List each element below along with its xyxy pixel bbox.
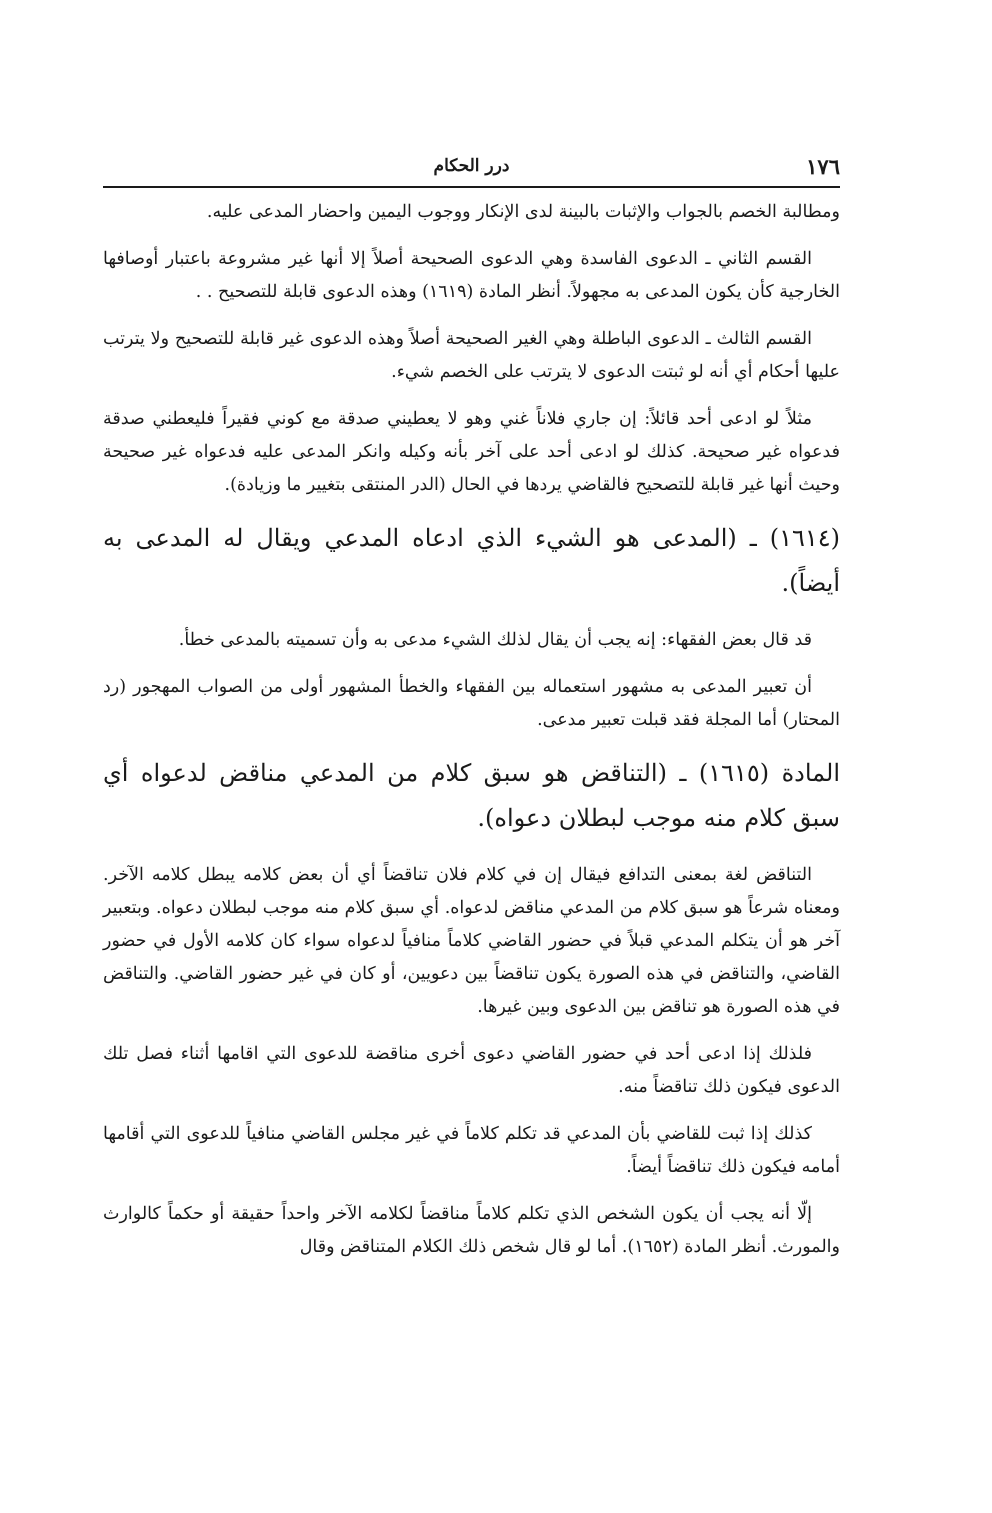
paragraph: القسم الثاني ـ الدعوى الفاسدة وهي الدعوى الصحيحة أصلاً إلا أنها غير مشروعة باعتبار أوصافها الخارجية كأن يكون المدعى به مجهولاً. أنظر المادة (١٦١٩) وهذه الدعوى قابلة للتصحيح . . — [103, 249, 840, 302]
page-number: ١٧٦ — [806, 154, 840, 179]
paragraph: مثلاً لو ادعى أحد قائلاً: إن جاري فلاناً غني وهو لا يعطيني صدقة مع كوني فقيراً فليعطني صدقة فدعواه غير صحيحة. كذلك لو ادعى أحد على آخر بأنه وكيله وانكر المدعى عليه فدعواه غير صحيحة وحيث أنها غير قابلة للتصحيح فالقاضي يردها في الحال (الدر المنتقى بتغيير ما وزيادة). — [103, 409, 840, 495]
paragraph: فلذلك إذا ادعى أحد في حضور القاضي دعوى أخرى مناقضة للدعوى التي اقامها أثناء فصل تلك الدعوى فيكون ذلك تناقضاً منه. — [103, 1044, 840, 1097]
paragraph: التناقض لغة بمعنى التدافع فيقال إن في كلام فلان تناقضاً أي أن بعض كلامه يبطل كلامه الآخر. ومعناه شرعاً هو سبق كلام من المدعي مناقض لدعواه. أي سبق كلام منه موجب لبطلان دعواه. وبتعبير آخر هو أن يتكلم المدعي قبلاً في حضور القاضي كلاماً منافياً لدعواه سواء كان كلامه الأول في حضور القاضي، والتناقض في هذه الصورة يكون تناقضاً بين دعويين، أو كان في غير حضور القاضي. والتناقض في هذه الصورة هو تناقض بين الدعوى وبين غيرها. — [103, 865, 840, 1017]
paragraph: أن تعبير المدعى به مشهور استعماله بين الفقهاء والخطأ المشهور أولى من الصواب المهجور (رد المحتار) أما المجلة فقد قبلت تعبير مدعى. — [103, 677, 840, 730]
page-body — [103, 196, 840, 1278]
article-heading-1615: المادة (١٦١٥) ـ (التناقض هو سبق كلام من المدعي مناقض لدعواه أي سبق كلام منه موجب لبطلان دعواه). — [103, 759, 840, 832]
paragraph: إلّا أنه يجب أن يكون الشخص الذي تكلم كلاماً مناقضاً لكلامه الآخر واحداً حقيقة أو حكماً كالوارث والمورث. أنظر المادة (١٦٥٢). أما لو قال شخص ذلك الكلام المتناقض وقال — [103, 1204, 840, 1257]
running-title: درر الحكام — [433, 156, 510, 176]
paragraph: ومطالبة الخصم بالجواب والإثبات بالبينة لدى الإنكار ووجوب اليمين واحضار المدعى عليه. — [206, 202, 840, 222]
paragraph: القسم الثالث ـ الدعوى الباطلة وهي الغير الصحيحة أصلاً وهذه الدعوى غير قابلة للتصحيح ولا يترتب عليها أحكام أي أنه لو ثبتت الدعوى لا يترتب على الخصم شيء. — [103, 329, 840, 382]
page-header — [103, 150, 840, 188]
article-heading-1614: (١٦١٤) ـ (المدعى هو الشيء الذي ادعاه المدعي ويقال له المدعى به أيضاً). — [103, 524, 840, 597]
paragraph: كذلك إذا ثبت للقاضي بأن المدعي قد تكلم كلاماً في غير مجلس القاضي منافياً للدعوى التي أقامها أمامه فيكون ذلك تناقضاً أيضاً. — [103, 1124, 840, 1177]
paragraph: قد قال بعض الفقهاء: إنه يجب أن يقال لذلك الشيء مدعى به وأن تسميته بالمدعى خطأ. — [178, 630, 812, 650]
